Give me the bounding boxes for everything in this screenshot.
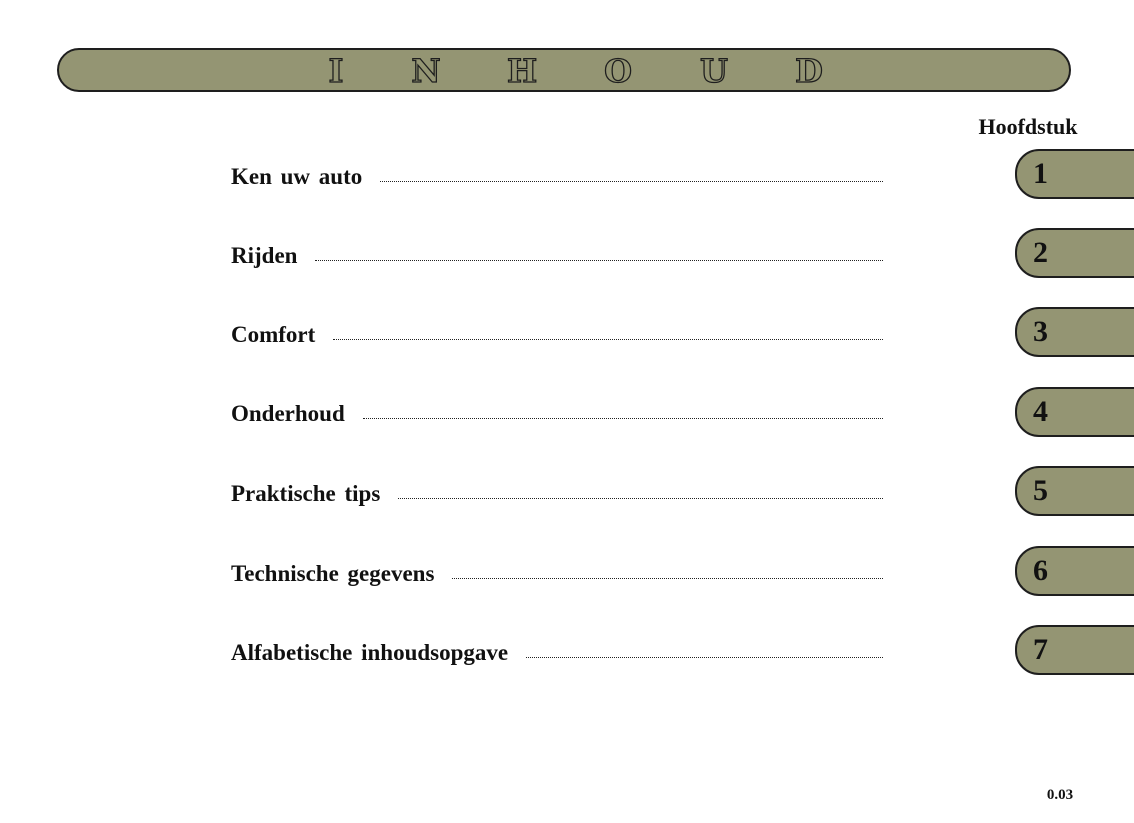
title-letter: H	[507, 52, 538, 90]
chapter-tab-3[interactable]	[1015, 307, 1134, 357]
dotted-leader	[452, 577, 883, 579]
chapter-tab-number: 7	[1033, 633, 1048, 666]
toc-entry-label: Praktische tips	[231, 481, 381, 506]
page-number: 0.03	[1046, 787, 1074, 803]
toc-entry-praktische-tips[interactable]	[231, 480, 883, 510]
title-bar	[57, 48, 1071, 92]
title-letter: U	[700, 52, 728, 90]
toc-entry-alfabetische-inhoudsopgave[interactable]	[231, 639, 883, 669]
dotted-leader	[526, 656, 883, 658]
chapter-heading: Hoofdstuk	[978, 114, 1078, 139]
chapter-tab-6[interactable]	[1015, 546, 1134, 596]
toc-entry-rijden[interactable]	[231, 242, 883, 272]
chapter-tab-number: 4	[1033, 395, 1048, 428]
dotted-leader	[363, 417, 883, 419]
toc-entry-onderhoud[interactable]	[231, 400, 883, 430]
toc-entry-label: Comfort	[231, 322, 316, 347]
chapter-tab-2[interactable]	[1015, 228, 1134, 278]
toc-entry-ken-uw-auto[interactable]	[231, 163, 883, 193]
toc-entry-label: Technische gegevens	[231, 561, 435, 586]
toc-entry-label: Alfabetische inhoudsopgave	[231, 640, 509, 665]
chapter-tab-number: 3	[1033, 315, 1048, 348]
toc-entry-label: Ken uw auto	[231, 164, 363, 189]
dotted-leader	[333, 338, 883, 340]
chapter-tab-7[interactable]	[1015, 625, 1134, 675]
title-letter: D	[795, 52, 823, 90]
chapter-tab-1[interactable]	[1015, 149, 1134, 199]
chapter-tab-number: 5	[1033, 474, 1048, 507]
dotted-leader	[398, 497, 883, 499]
toc-entry-technische-gegevens[interactable]	[231, 560, 883, 590]
title-letter: N	[411, 52, 441, 90]
dotted-leader	[380, 180, 883, 182]
title-letter: I	[328, 52, 344, 90]
chapter-tab-number: 1	[1033, 157, 1048, 190]
toc-entry-comfort[interactable]	[231, 321, 883, 351]
chapter-tab-number: 2	[1033, 236, 1048, 269]
toc-entry-label: Onderhoud	[231, 401, 345, 426]
chapter-tab-4[interactable]	[1015, 387, 1134, 437]
chapter-tab-number: 6	[1033, 554, 1048, 587]
toc-entry-label: Rijden	[231, 243, 298, 268]
dotted-leader	[315, 259, 883, 261]
chapter-tab-5[interactable]	[1015, 466, 1134, 516]
title-letter: O	[604, 52, 632, 90]
